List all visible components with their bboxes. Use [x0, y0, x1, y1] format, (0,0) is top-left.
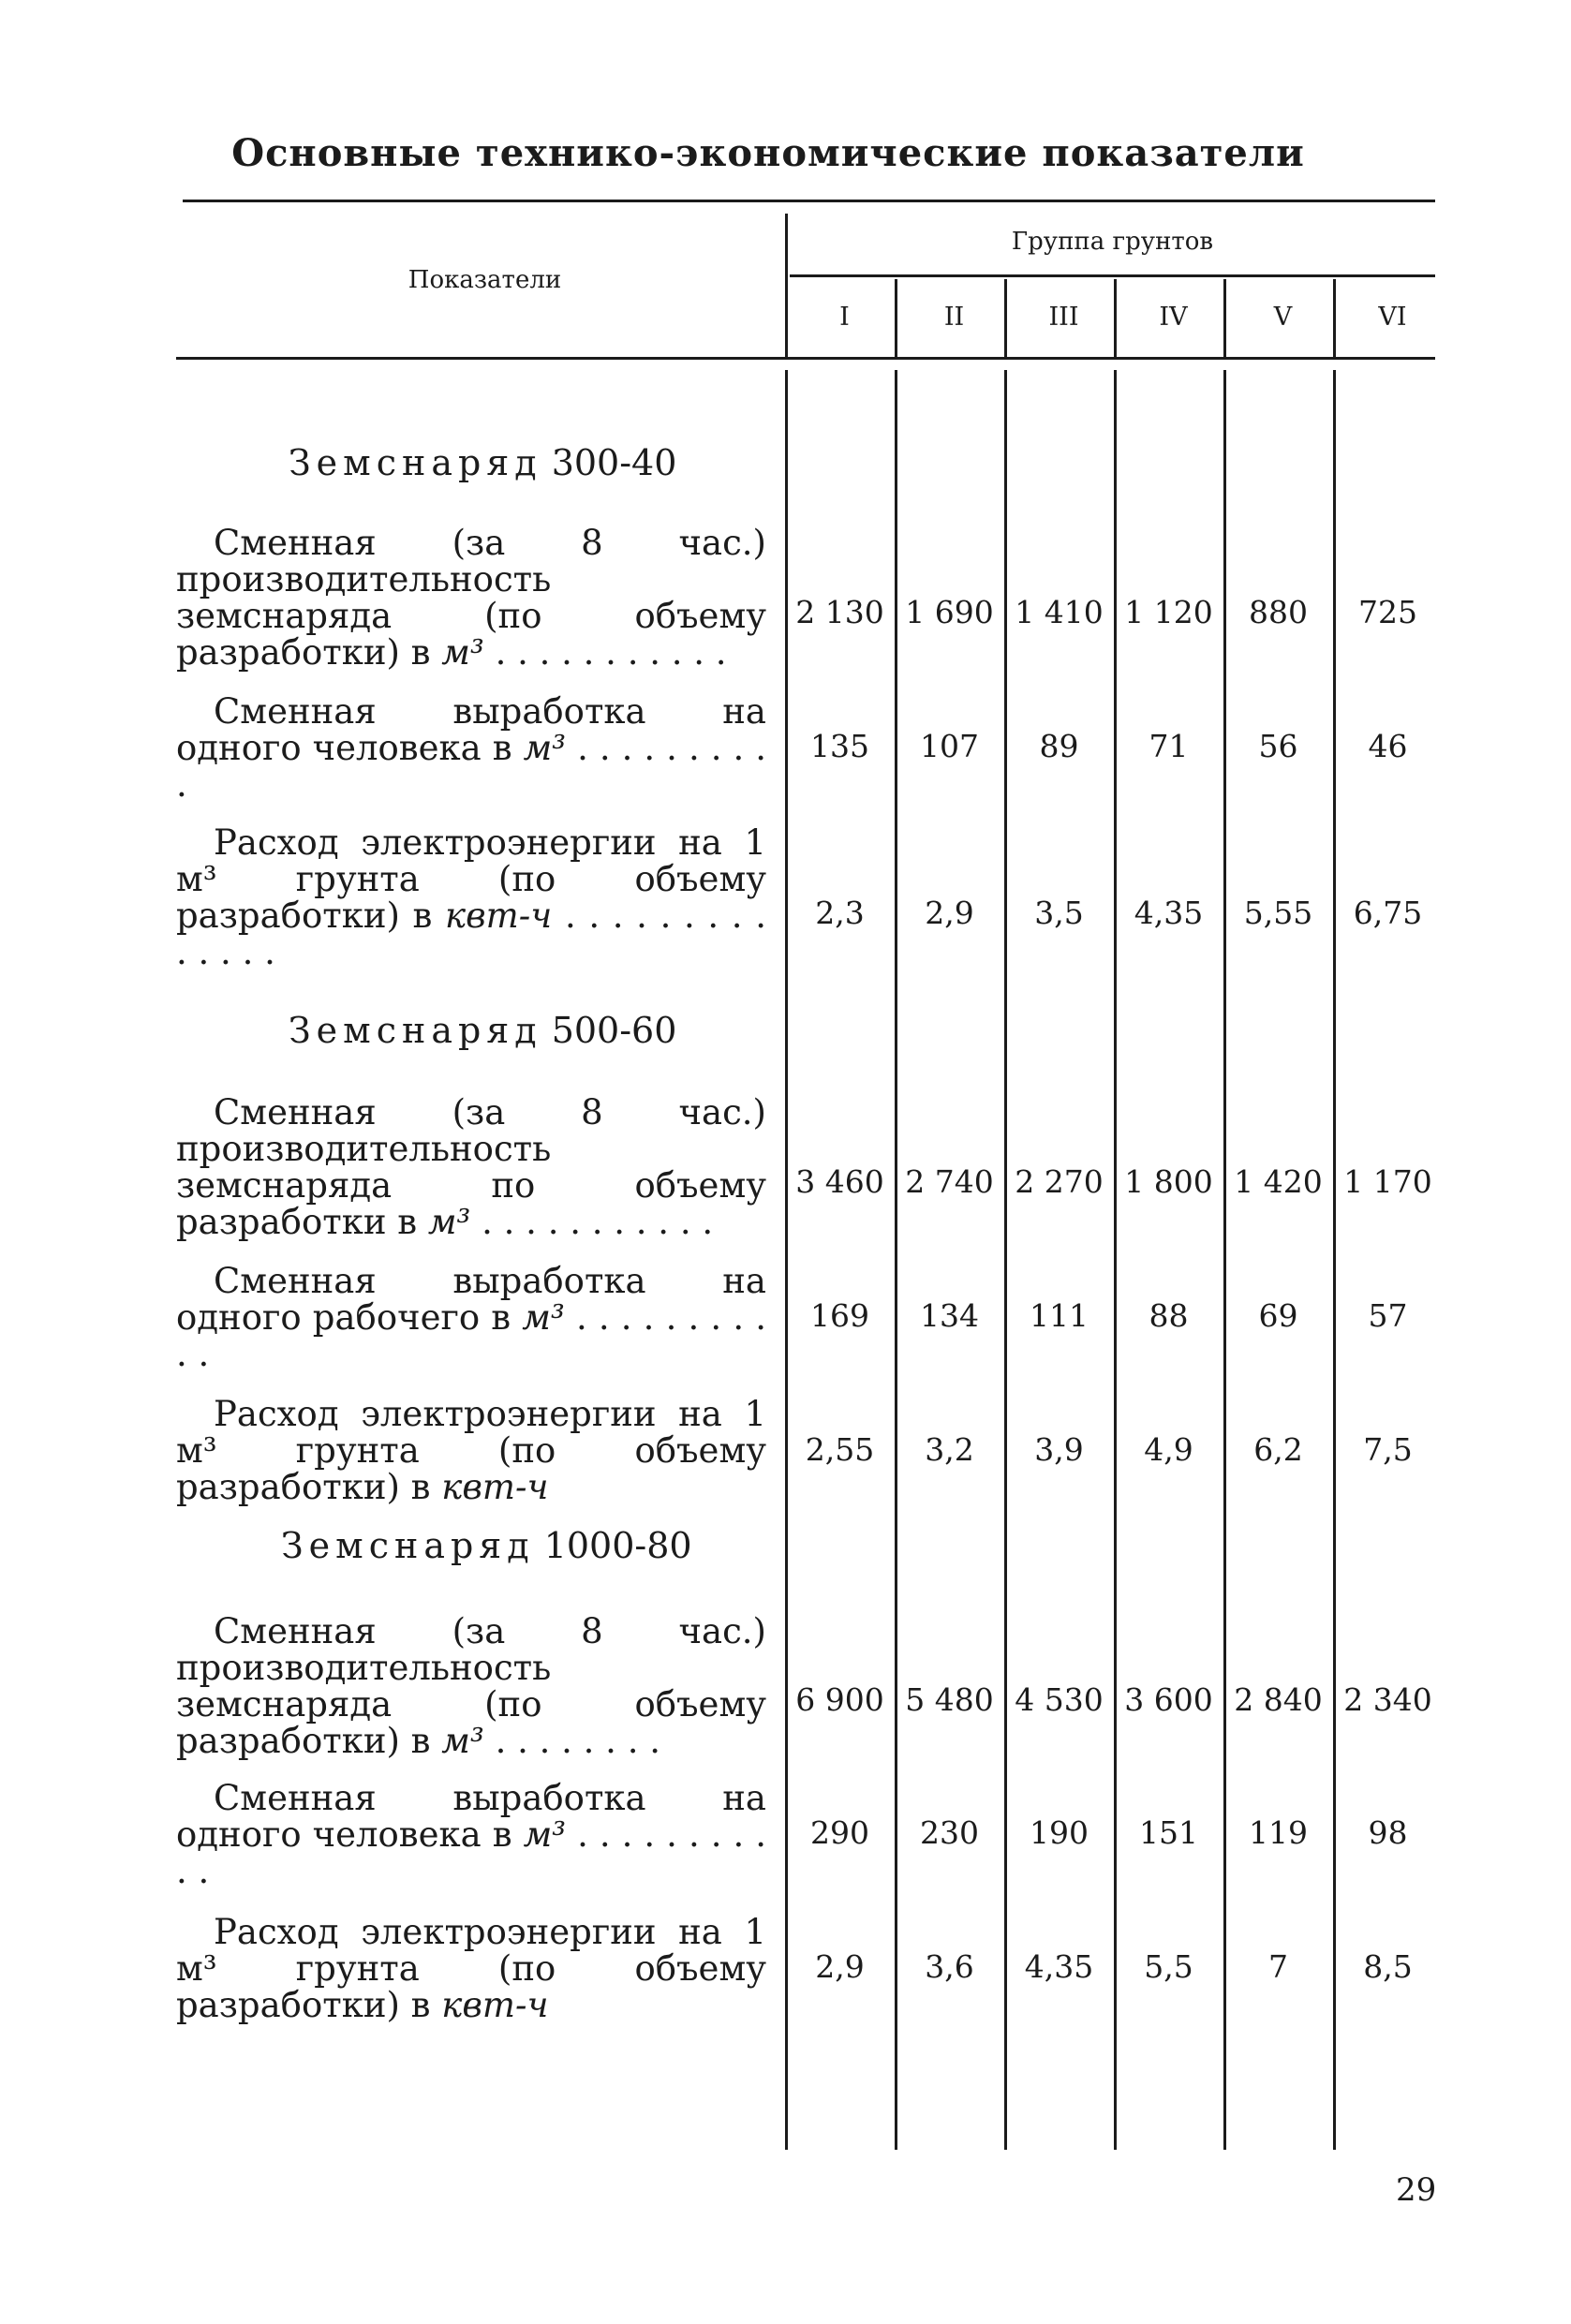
section-heading	[281, 1525, 692, 1566]
column-header-VI: VI	[1378, 303, 1407, 332]
column-divider	[1004, 279, 1007, 359]
table-cell: 1 170	[1343, 1163, 1432, 1200]
row-label: Сменная (за 8 час.) производительность земснаряда по объему разработки в м³ . . . . . . . . . . .	[176, 1092, 766, 1242]
column-header-II: II	[943, 303, 965, 332]
table-cell: 1 410	[1015, 594, 1104, 630]
table-cell: 3,2	[925, 1431, 974, 1468]
table-cell: 230	[920, 1814, 979, 1851]
table-cell: 2,9	[815, 1948, 865, 1985]
table-cell: 119	[1249, 1814, 1308, 1851]
table-cell: 88	[1149, 1297, 1189, 1334]
column-header-I: I	[839, 303, 850, 332]
table-cell: 169	[810, 1297, 869, 1334]
row-label: Сменная выработка на одного человека в м³ . . . . . . . . . .	[176, 691, 767, 805]
row-label: Сменная (за 8 час.) производительность земснаряда (по объему разработки) в м³ . . . . . . . .	[176, 1611, 766, 1761]
table-cell: 725	[1358, 594, 1417, 630]
table-cell: 4,35	[1134, 895, 1204, 931]
page-number: 29	[1396, 2171, 1437, 2209]
table-cell: 2 130	[795, 594, 884, 630]
table-cell: 69	[1258, 1297, 1298, 1334]
table-cell: 135	[810, 728, 869, 764]
table-cell: 7	[1268, 1948, 1288, 1985]
table-cell: 5,5	[1144, 1948, 1193, 1985]
table-cell: 7,5	[1363, 1431, 1413, 1468]
section-heading	[289, 1010, 676, 1051]
table-cell: 89	[1039, 728, 1079, 764]
row-label: Расход электроэнергии на 1 м³ грунта (по объему разработки) в квт-ч	[176, 1912, 766, 2025]
table-cell: 2 740	[905, 1163, 994, 1200]
column-divider	[895, 370, 897, 2150]
table-cell: 1 800	[1124, 1163, 1213, 1200]
header-bottom-rule	[176, 357, 1435, 360]
column-header-III: III	[1048, 303, 1079, 332]
table-cell: 3,6	[925, 1948, 974, 1985]
table-cell: 4,35	[1024, 1948, 1094, 1985]
column-divider	[1333, 279, 1336, 359]
row-label: Сменная (за 8 час.) производительность земснаряда (по объему разработки) в м³ . . . . . . . . . . .	[176, 523, 766, 673]
column-divider	[1223, 279, 1226, 359]
table-cell: 56	[1258, 728, 1298, 764]
table-cell: 71	[1149, 728, 1189, 764]
column-divider	[895, 279, 897, 359]
row-label: Расход электроэнергии на 1 м³ грунта (по объему разработки) в квт-ч	[176, 1394, 766, 1507]
table-cell: 6 900	[795, 1681, 884, 1718]
table-cell: 1 120	[1124, 594, 1213, 630]
table-cell: 107	[920, 728, 979, 764]
table-cell: 151	[1139, 1814, 1198, 1851]
soil-group-header: Группа грунтов	[1011, 228, 1214, 256]
group-header-rule	[790, 274, 1435, 277]
table-cell: 1 690	[905, 594, 994, 630]
table-cell: 134	[920, 1297, 979, 1334]
table-cell: 3 600	[1124, 1681, 1213, 1718]
table-cell: 3,5	[1034, 895, 1084, 931]
table-cell: 46	[1368, 728, 1408, 764]
column-divider	[785, 370, 788, 2150]
row-label: Сменная выработка на одного рабочего в м³ . . . . . . . . . . .	[176, 1261, 766, 1374]
column-divider	[1333, 370, 1336, 2150]
section-name: Земснаряд	[289, 1010, 542, 1051]
section-model: 1000-80	[543, 1525, 692, 1566]
table-cell: 3 460	[795, 1163, 884, 1200]
table-cell: 5,55	[1243, 895, 1313, 931]
table-cell: 6,2	[1253, 1431, 1303, 1468]
table-cell: 8,5	[1363, 1948, 1413, 1985]
table-cell: 2 340	[1343, 1681, 1432, 1718]
table-cell: 4 530	[1015, 1681, 1104, 1718]
column-divider	[1114, 279, 1117, 359]
section-heading	[289, 442, 676, 483]
row-label: Расход электроэнергии на 1 м³ грунта (по объему разработки) в квт-ч . . . . . . . . . . . . . .	[176, 822, 766, 972]
table-cell: 4,9	[1144, 1431, 1193, 1468]
column-divider	[785, 214, 788, 359]
table-cell: 1 420	[1234, 1163, 1323, 1200]
table-cell: 3,9	[1034, 1431, 1084, 1468]
column-divider	[1223, 370, 1226, 2150]
column-header-IV: IV	[1159, 303, 1188, 332]
table-cell: 6,75	[1353, 895, 1423, 931]
section-model: 300-40	[551, 442, 677, 483]
column-divider	[1004, 370, 1007, 2150]
column-divider	[1114, 370, 1117, 2150]
indicators-header: Показатели	[408, 266, 562, 294]
table-cell: 2,9	[925, 895, 974, 931]
table-cell: 2,3	[815, 895, 865, 931]
page-title: Основные технико-экономические показатели	[231, 131, 1305, 175]
table-cell: 111	[1030, 1297, 1089, 1334]
table-cell: 2 270	[1015, 1163, 1104, 1200]
column-header-V: V	[1273, 303, 1293, 332]
table-cell: 290	[810, 1814, 869, 1851]
section-name: Земснаряд	[281, 1525, 535, 1566]
table-cell: 2 840	[1234, 1681, 1323, 1718]
table-cell: 5 480	[905, 1681, 994, 1718]
table-cell: 98	[1368, 1814, 1408, 1851]
table-cell: 2,55	[805, 1431, 875, 1468]
section-name: Земснаряд	[289, 442, 542, 483]
table-cell: 190	[1030, 1814, 1089, 1851]
row-label: Сменная выработка на одного человека в м³ . . . . . . . . . . .	[176, 1778, 767, 1891]
table-cell: 57	[1368, 1297, 1408, 1334]
table-cell: 880	[1249, 594, 1308, 630]
section-model: 500-60	[551, 1010, 677, 1051]
header-top-rule	[183, 200, 1435, 202]
